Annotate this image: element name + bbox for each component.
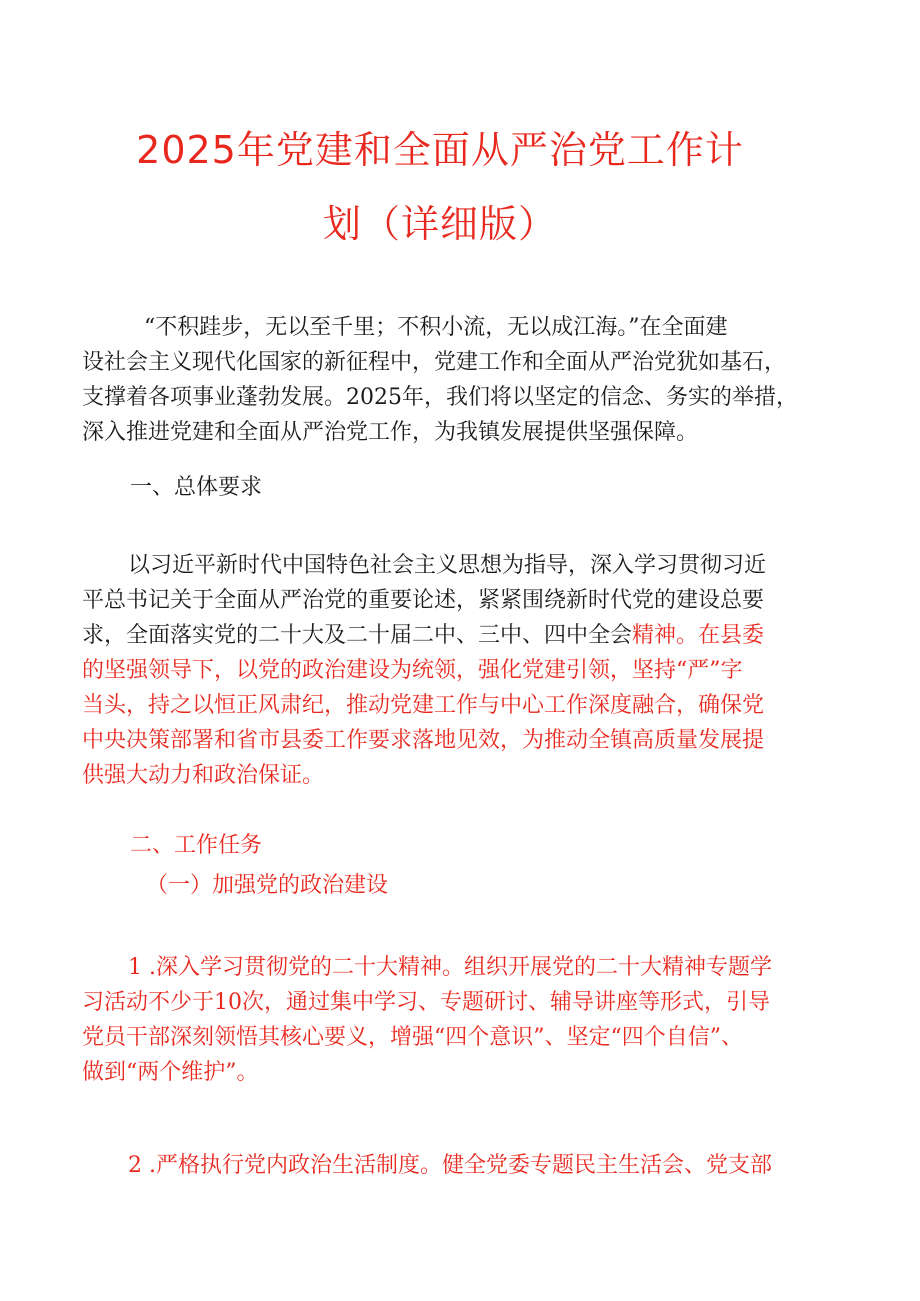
task-item-line: 党员干部深刻领悟其核心要义，增强“四个意识”、坚定“四个自信”、: [82, 1025, 743, 1050]
section1-line: 供强大动力和政治保证。: [82, 763, 325, 788]
task-item-line: 习活动不少于10次，通过集中学习、专题研讨、辅导讲座等形式，引导: [82, 990, 770, 1015]
section1-line-black-part: 求，全面落实党的二十大及二十届二中、三中、四中全会: [82, 623, 633, 648]
section1-line-mixed: [82, 618, 812, 653]
section1-paragraph: [82, 548, 812, 793]
task-item-2: [82, 1148, 812, 1183]
section1-line: 以习近平新时代中国特色社会主义思想为指导，深入学习贯彻习近: [128, 553, 767, 578]
section1-line: 中央决策部署和省市县委工作要求落地见效，为推动全镇高质量发展提: [82, 728, 765, 753]
section1-line: 的坚强领导下，以党的政治建设为统领，强化党建引领，坚持“严”字: [82, 658, 743, 683]
intro-line: 支撑着各项事业蓬勃发展。2025年，我们将以坚定的信念、务实的举措，: [82, 385, 798, 410]
section-heading-overall-requirements: 一、总体要求: [130, 475, 263, 500]
section-heading-work-tasks: 二、工作任务: [130, 833, 263, 858]
intro-line: “不积跬步，无以至千里；不积小流，无以成江海。”在全面建: [144, 315, 728, 340]
document-title-line-1: 2025年党建和全面从严治党工作计: [136, 128, 744, 172]
intro-line: 设社会主义现代化国家的新征程中，党建工作和全面从严治党犹如基石，: [82, 350, 787, 375]
task-item-line: 做到“两个维护”。: [82, 1060, 259, 1085]
section1-line-red-part: 精神。在县委: [632, 623, 765, 648]
intro-line: 深入推进党建和全面从严治党工作，为我镇发展提供坚强保障。: [82, 420, 699, 445]
task-item-line: 2 .严格执行党内政治生活制度。健全党委专题民主生活会、党支部: [128, 1153, 772, 1178]
section1-line: 当头，持之以恒正风肃纪，推动党建工作与中心工作深度融合，确保党: [82, 693, 765, 718]
subheading-political-building: （一）加强党的政治建设: [146, 873, 389, 898]
document-title-line-2: 划（详细版）: [322, 202, 557, 246]
section1-line: 平总书记关于全面从严治党的重要论述，紧紧围绕新时代党的建设总要: [82, 588, 765, 613]
task-item-line: 1 .深入学习贯彻党的二十大精神。组织开展党的二十大精神专题学: [128, 955, 772, 980]
intro-paragraph: [82, 310, 812, 450]
task-item-1: [82, 950, 812, 1090]
